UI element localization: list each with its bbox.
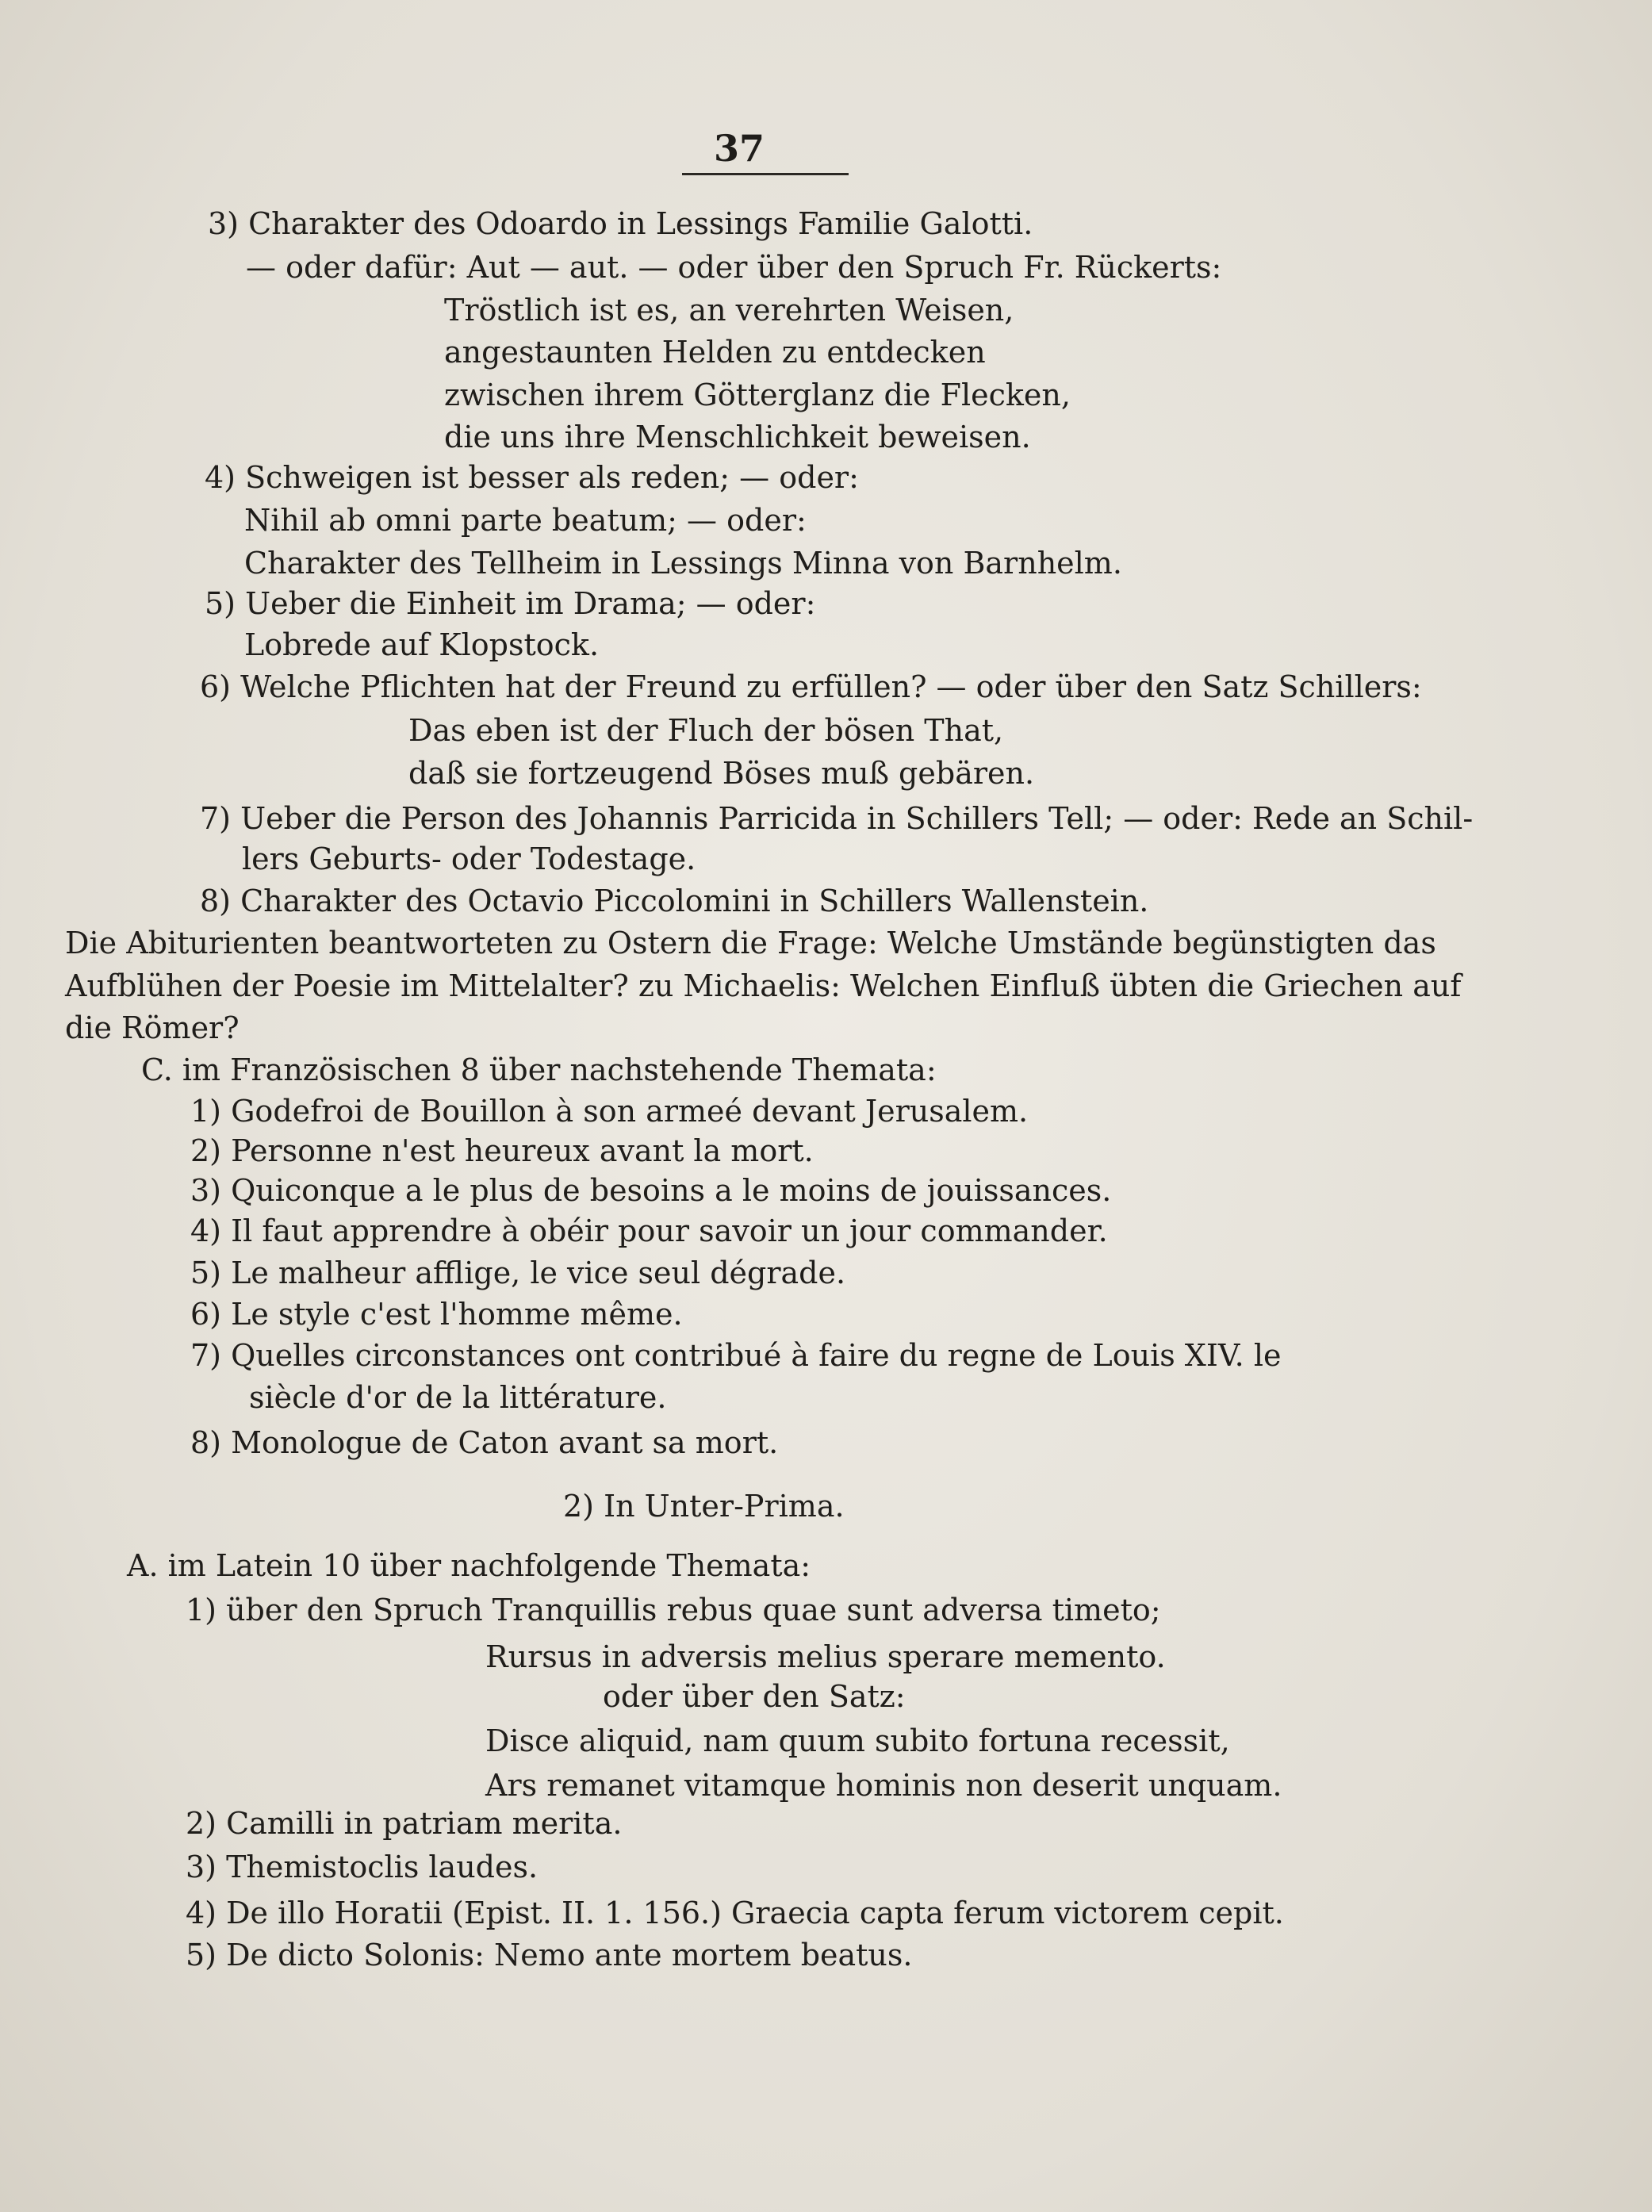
page-number: 37 bbox=[714, 127, 765, 170]
text-line: Ars remanet vitamque hominis non deserit unquam. bbox=[485, 1768, 1282, 1803]
text-line: 8) Charakter des Octavio Piccolomini in Schillers Wallenstein. bbox=[200, 884, 1149, 918]
text-line: lers Geburts- oder Todestage. bbox=[242, 841, 696, 876]
text-line: Nihil ab omni parte beatum; — oder: bbox=[244, 503, 807, 538]
text-line: Charakter des Tellheim in Lessings Minna von Barnhelm. bbox=[244, 546, 1122, 581]
text-line: 7) Quelles circonstances ont contribué à faire du regne de Louis XIV. le bbox=[190, 1338, 1282, 1373]
section-heading: 2) In Unter-Prima. bbox=[563, 1489, 845, 1524]
text-line: die Römer? bbox=[65, 1010, 240, 1045]
text-line: 6) Le style c'est l'homme même. bbox=[190, 1297, 683, 1332]
text-line: 7) Ueber die Person des Johannis Parricida in Schillers Tell; — oder: Rede an Schil- bbox=[200, 801, 1474, 836]
page-number-rule bbox=[682, 173, 849, 175]
text-line: 2) Camilli in patriam merita. bbox=[186, 1806, 623, 1841]
text-line: 8) Monologue de Caton avant sa mort. bbox=[190, 1425, 779, 1460]
section-heading: A. im Latein 10 über nachfolgende Themata: bbox=[127, 1548, 811, 1583]
text-line: angestaunten Helden zu entdecken bbox=[444, 335, 986, 370]
text-line: 4) Il faut apprendre à obéir pour savoir un jour commander. bbox=[190, 1213, 1108, 1248]
text-line: Das eben ist der Fluch der bösen That, bbox=[408, 713, 1004, 748]
text-line: 3) Quiconque a le plus de besoins a le moins de jouissances. bbox=[190, 1173, 1112, 1208]
text-line: 1) Godefroi de Bouillon à son armeé devant Jerusalem. bbox=[190, 1094, 1029, 1129]
text-line: 2) Personne n'est heureux avant la mort. bbox=[190, 1133, 814, 1168]
text-line: 4) Schweigen ist besser als reden; — oder: bbox=[205, 460, 859, 495]
text-line: 3) Themistoclis laudes. bbox=[186, 1850, 539, 1884]
text-line: 3) Charakter des Odoardo in Lessings Familie Galotti. bbox=[208, 206, 1033, 241]
text-line: 4) De illo Horatii (Epist. II. 1. 156.) Graecia capta ferum victorem cepit. bbox=[186, 1896, 1284, 1930]
text-line: Disce aliquid, nam quum subito fortuna recessit, bbox=[485, 1723, 1230, 1758]
text-line: 1) über den Spruch Tranquillis rebus quae sunt adversa timeto; bbox=[186, 1593, 1161, 1627]
text-line: Rursus in adversis melius sperare memento. bbox=[485, 1639, 1166, 1674]
text-line: 5) Ueber die Einheit im Drama; — oder: bbox=[205, 586, 816, 621]
text-line: Lobrede auf Klopstock. bbox=[244, 627, 600, 662]
text-line: 5) De dicto Solonis: Nemo ante mortem beatus. bbox=[186, 1938, 913, 1972]
text-line: die uns ihre Menschlichkeit beweisen. bbox=[444, 420, 1031, 454]
text-line: — oder dafür: Aut — aut. — oder über den Spruch Fr. Rückerts: bbox=[246, 250, 1222, 285]
text-line: zwischen ihrem Götterglanz die Flecken, bbox=[444, 378, 1071, 412]
text-line: 5) Le malheur afflige, le vice seul dégrade. bbox=[190, 1256, 846, 1290]
text-line: Die Abiturienten beantworteten zu Ostern die Frage: Welche Umstände begünstigten das bbox=[65, 926, 1436, 960]
text-line: 6) Welche Pflichten hat der Freund zu erfüllen? — oder über den Satz Schillers: bbox=[200, 669, 1422, 704]
section-heading: C. im Französischen 8 über nachstehende Themata: bbox=[141, 1052, 937, 1087]
text-line: siècle d'or de la littérature. bbox=[249, 1380, 667, 1415]
text-line: oder über den Satz: bbox=[603, 1679, 906, 1714]
text-line: daß sie fortzeugend Böses muß gebären. bbox=[408, 756, 1035, 791]
text-line: Aufblühen der Poesie im Mittelalter? zu Michaelis: Welchen Einfluß übten die Griechen auf bbox=[65, 968, 1462, 1003]
text-line: Tröstlich ist es, an verehrten Weisen, bbox=[444, 293, 1014, 328]
